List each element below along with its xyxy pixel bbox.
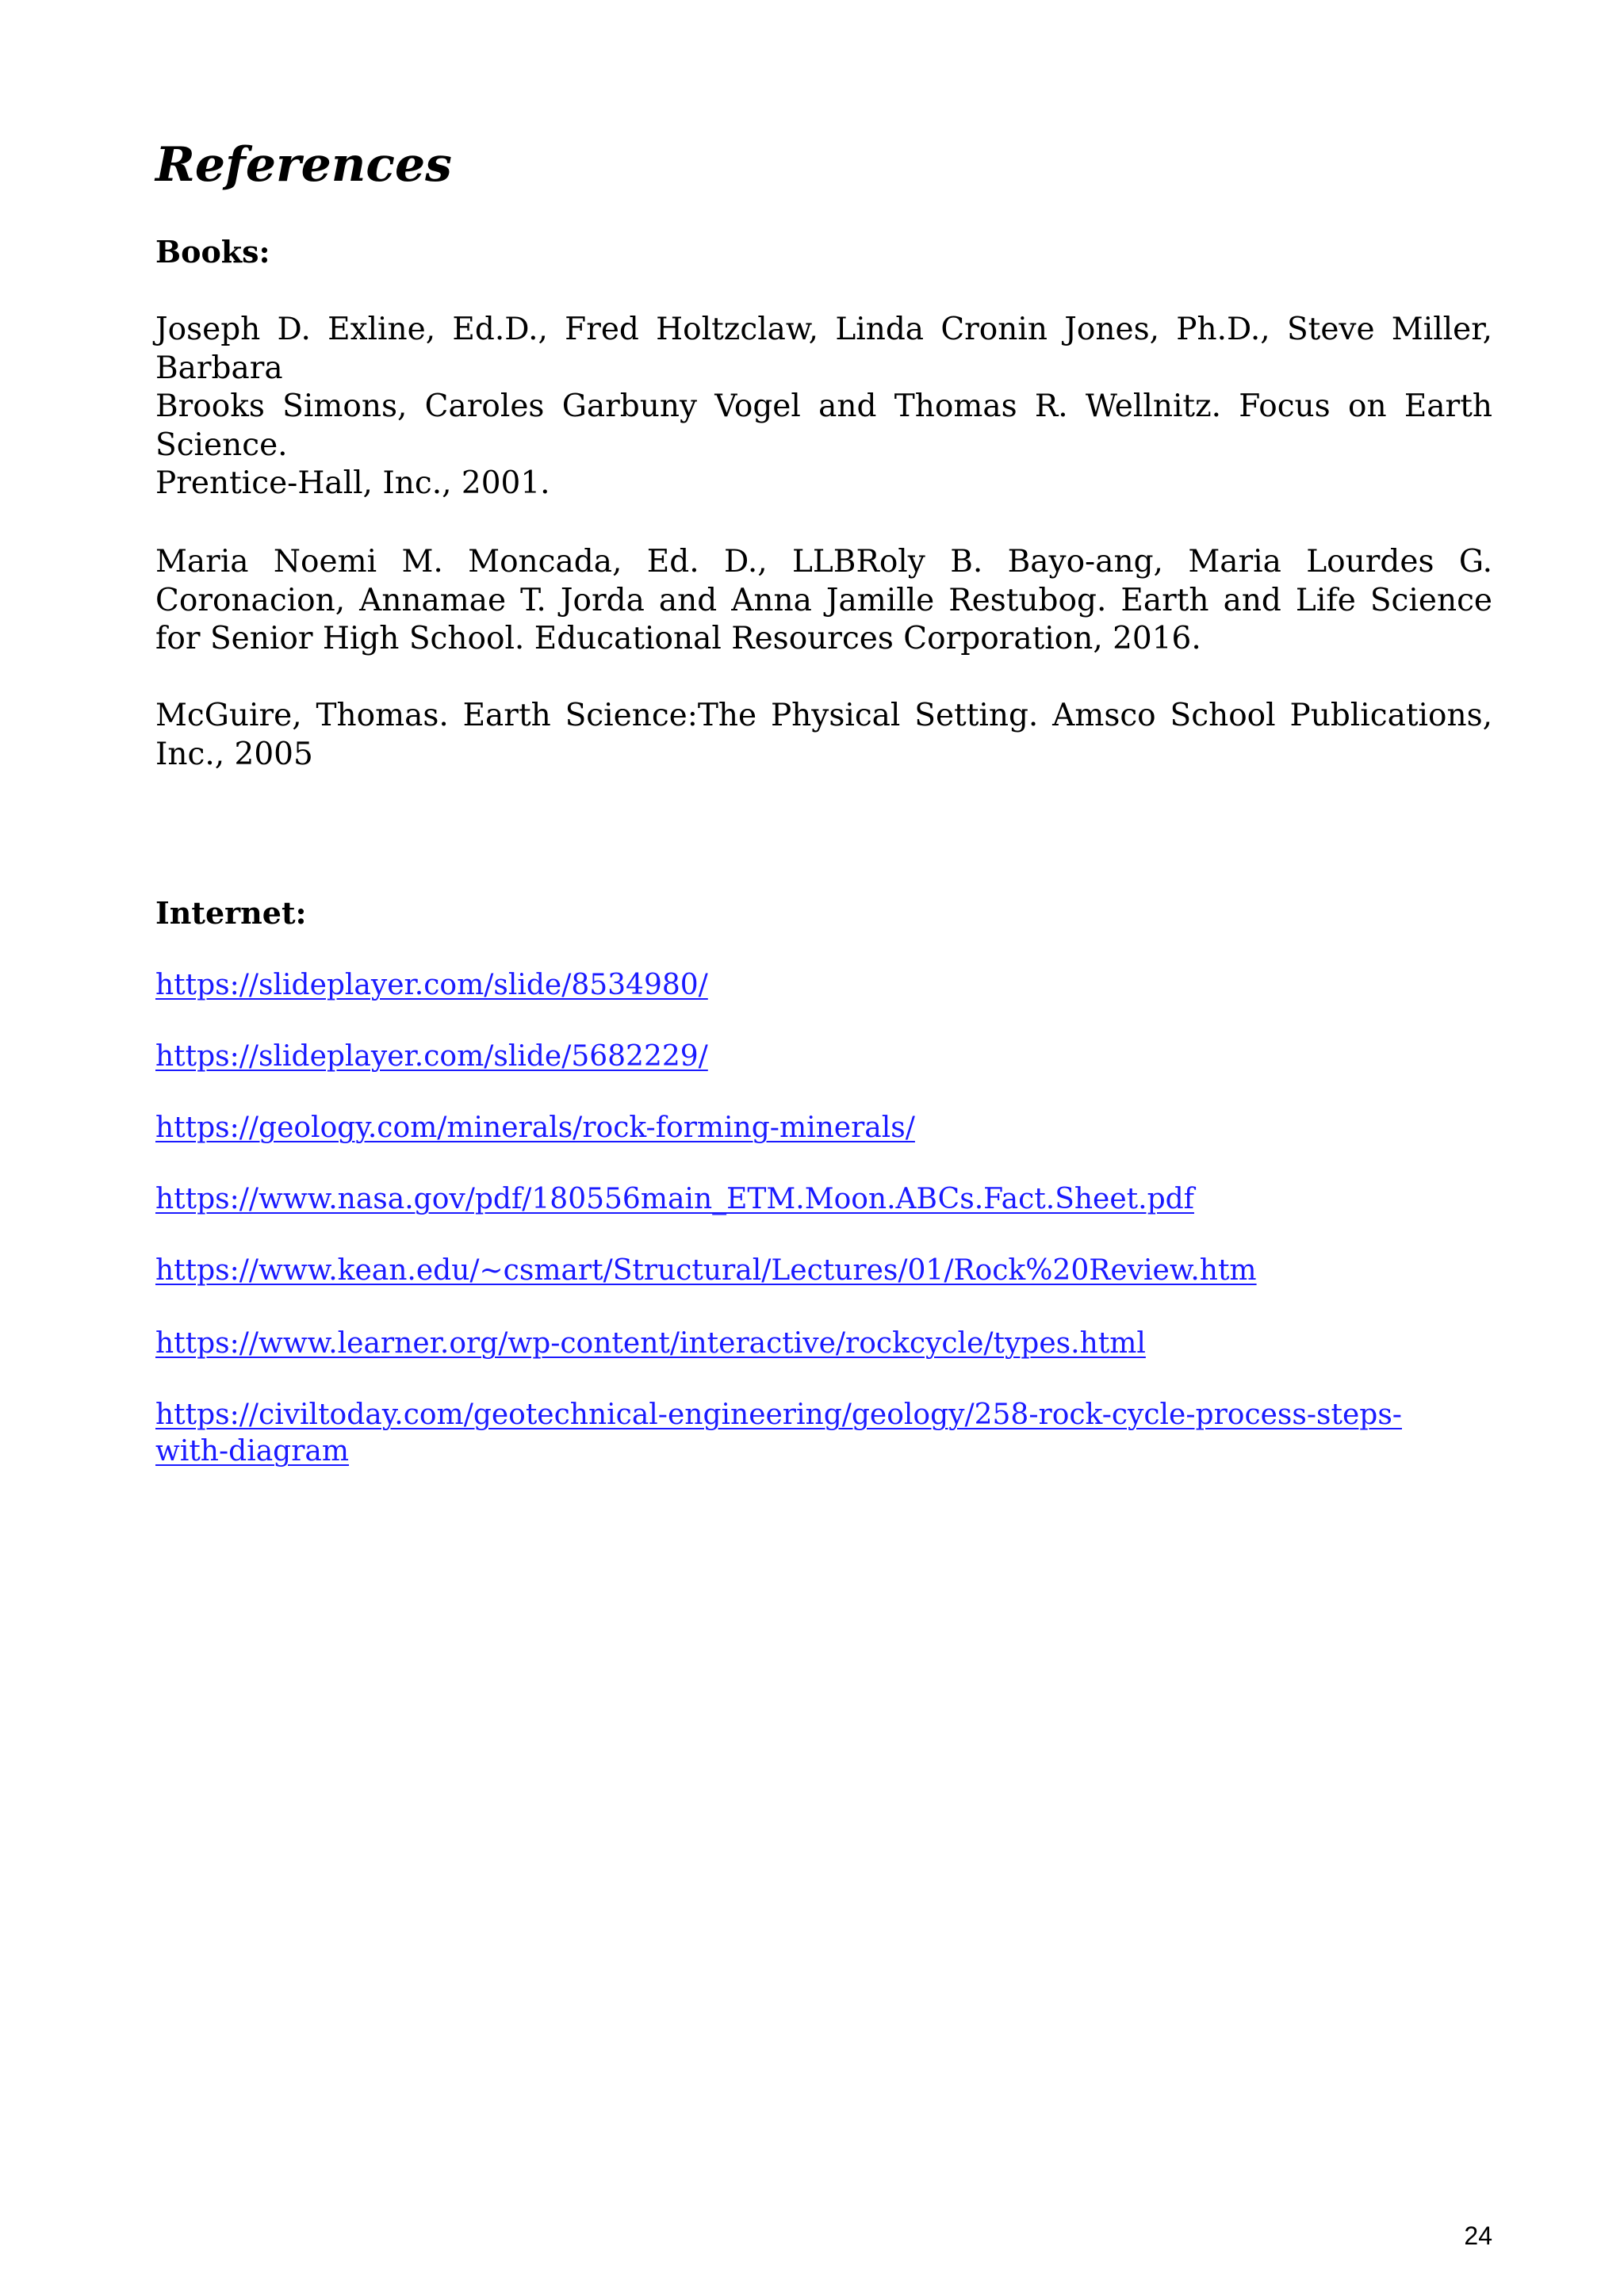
link-nasa-moon-fact-sheet[interactable]: https://www.nasa.gov/pdf/180556main_ETM.Moon.ABCs.Fact.Sheet.pdf [155,1183,1194,1215]
link-learner-rockcycle-types[interactable]: https://www.learner.org/wp-content/interactive/rockcycle/types.html [155,1327,1146,1360]
book-reference-moncada [155,543,1492,659]
link-kean-rock-review[interactable]: https://www.kean.edu/~csmart/Structural/Lectures/01/Rock%20Review.htm [155,1254,1257,1287]
link-civiltoday-rock-cycle[interactable]: https://civiltoday.com/geotechnical-engineering/geology/258-rock-cycle-process-steps- with-diagram [155,1399,1402,1468]
reference-line: Inc., 2005 [155,736,313,772]
reference-line: Brooks Simons, Caroles Garbuny Vogel and Thomas R. Wellnitz. Focus on Earth [155,388,1492,424]
internet-heading: Internet: [155,895,307,931]
page-number: 24 [1464,2221,1492,2250]
reference-line: for Senior High School. Educational Resources Corporation, 2016. [155,621,1201,656]
book-reference-exline [155,311,1492,503]
book-reference-mcguire [155,697,1492,774]
reference-line: Joseph D. Exline, Ed.D., Fred Holtzclaw, Linda Cronin Jones, Ph.D., Steve Miller, [155,312,1492,347]
reference-line: Maria Noemi M. Moncada, Ed. D., LLBRoly B. Bayo-ang, Maria Lourdes G. [155,544,1492,580]
link-geology-rock-forming-minerals[interactable]: https://geology.com/minerals/rock-forming-minerals/ [155,1112,915,1144]
reference-line: McGuire, Thomas. Earth Science:The Physical Setting. Amsco School Publications, [155,698,1492,733]
books-heading: Books: [155,234,270,270]
reference-line: Coronacion, Annamae T. Jorda and Anna Jamille Restubog. Earth and Life Science [155,582,1492,618]
link-slideplayer-5682229[interactable]: https://slideplayer.com/slide/5682229/ [155,1040,708,1073]
page-title: References [155,137,452,193]
reference-line: Science. [155,427,288,463]
link-slideplayer-8534980[interactable]: https://slideplayer.com/slide/8534980/ [155,969,708,1001]
reference-line: Prentice-Hall, Inc., 2001. [155,465,550,501]
reference-line: Barbara [155,350,283,386]
